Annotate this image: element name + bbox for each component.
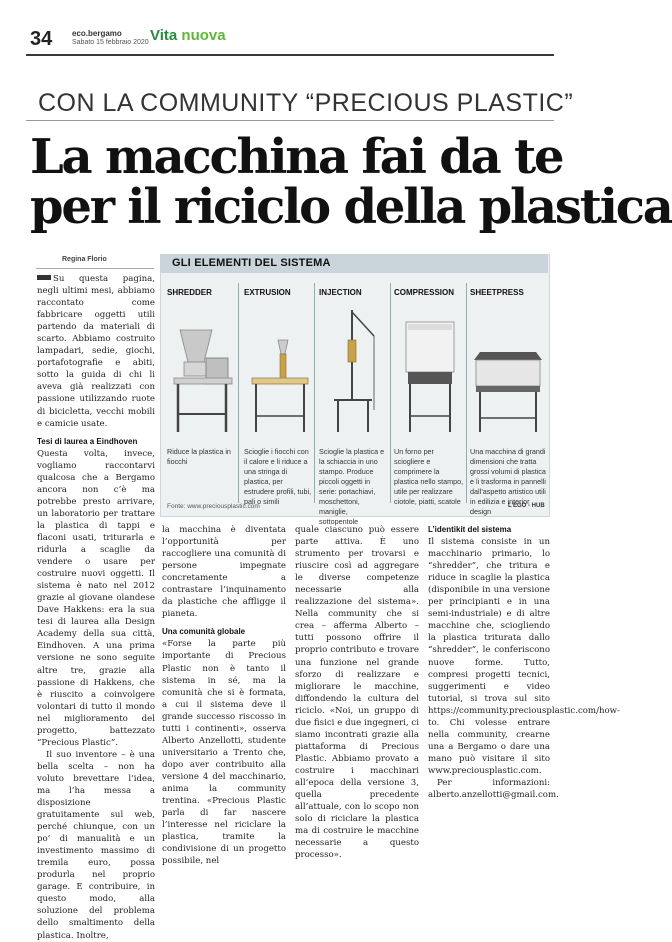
header-rule (26, 54, 554, 56)
headline-line-2: per il riciclo della plastica (30, 179, 672, 235)
shredder-machine-illustration (166, 300, 236, 440)
kicker-rule (26, 120, 554, 121)
injection-machine-illustration (318, 300, 388, 440)
section-title (150, 27, 226, 44)
panel-desc-compression: Un forno per sciogliere e comprimere la plastica nello stampo, utile per realizzare ciotole, piatti, scatole (394, 447, 464, 506)
panel-title-extrusion: EXTRUSION (244, 288, 291, 297)
panel-desc-extrusion: Scioglie i fiocchi con il calore e li riduce a una stringa di plastica, per estrudere profili, tubi, pali o simili (244, 447, 312, 506)
text-column-4 (428, 524, 620, 801)
text-column-1 (37, 273, 155, 942)
section-word-1: Vita (150, 27, 178, 44)
lead-paragraph: Su questa pagina, negli ultimi mesi, abbiamo raccontato come fabbricare oggetti utili partendo da materiali di scarto. Abbiamo costruito lampadari, sedie, giochi, portafotografie e abiti, sotto la guida di chi li aveva già realizzati con passione utilizzando ruote di bicicletta, vecchi mobili e camicie usate. (37, 274, 155, 429)
panel-divider (390, 283, 391, 503)
subhead-identikit: L’identikit del sistema (428, 525, 512, 534)
publication-name: eco.bergamo (72, 29, 122, 38)
byline-rule (36, 268, 154, 269)
publication-date: Sabato 15 febbraio 2020 (72, 39, 149, 46)
panel-title-shredder: SHREDDER (167, 288, 212, 297)
byline: Regina Florio (62, 256, 107, 263)
panel-desc-sheetpress: Una macchina di grandi dimensioni che tratta grossi volumi di plastica e li trasforma in pannelli dall’aspetto artistico utili in edilizia e interior design (470, 447, 546, 516)
paragraph: Questa volta, invece, vogliamo raccontarvi qualcosa che a Bergamo ancora non c’è ma potrebbe presto arrivare, un laboratorio per trattare la plastica di tappi e flaconi usati, triturarla e ridurla a scaglie da vendere o usare per costruire nuovi oggetti. Il sistema è nato nel 2012 grazie al giovane olandese Dave Hakkens: era la sua tesi di laurea alla Design Academy della sua città, Eindhoven. A una prima versione ne sono seguite altre tre, grazie alla passione di Hakkens, che è riuscito a coinvolgere volontari di tutto il mondo nel miglioramento del progetto, battezzato “Precious Plastic”. (37, 448, 155, 748)
paragraph: «Forse la parte più importante di Precious Plastic non è tanto il sistema in sé, ma la comunità che si è formata, a cui il sistema deve il grande successo riscosso in tutti i continenti», osserva Alberto Anzellotti, studente universitario a Trento che, dopo aver contribuito alla versione 4 del macchinario, anima la community trentina. «Precious Plastic parla di far nascere l’interesse nel riciclare la plastica, tramite la condivisione di un progetto possibile, nel (162, 639, 286, 867)
extrusion-machine-illustration (242, 300, 312, 440)
panel-divider (466, 283, 467, 503)
panel-title-compression: COMPRESSION (394, 288, 455, 297)
article-kicker: CON LA COMMUNITY “PRECIOUS PLASTIC” (38, 89, 574, 117)
panel-desc-shredder: Riduce la plastica in fiocchi (167, 447, 231, 466)
panel-title-sheetpress: SHEETPRESS (470, 288, 524, 297)
panel-divider (314, 283, 315, 503)
subhead-tesi: Tesi di laurea a Eindhoven (37, 436, 138, 446)
paragraph: la macchina è diventata l’opportunità per raccogliere una comunità di persone impegnate concretamente a contrastare l’inquinamento da plastiche che affligge il pianeta. (162, 525, 286, 620)
subhead-comunita: Una comunità globale (162, 627, 246, 637)
panel-desc-injection: Scioglie la plastica e la schiaccia in uno stampo. Produce piccoli oggetti in serie: portachiavi, moschettoni, maniglie, sottopentole (319, 447, 385, 526)
text-column-3 (295, 524, 419, 861)
panel-title-injection: INJECTION (319, 288, 362, 297)
sheetpress-machine-illustration (470, 300, 546, 440)
paragraph: Il suo inventore – è una bella scelta – non ha voluto brevettare l’idea, ma l’ha messa a disposizione gratuitamente sul web, perché chiunque, con un po’ di manualità e un investimento massimo di tremila euro, possa produrla nel proprio garage. E contribuire, in questo modo, alla soluzione del problema dello smaltimento della plastica. Inoltre, (37, 749, 155, 941)
paragraph: Il sistema consiste in un macchinario primario, lo “shredder”, che tritura e riduce in scaglie la plastica (disponibile in una versione per principianti e in una semi-industriale) e di altre macchine che, sciogliendo la plastica triturata dallo “shredder”, le conferiscono nuove forme. Tutto, compresi progetti tecnici, suggerimenti e video tutorial, si trova sul sito https://community.preciousplastic.com/how-to. Chi volesse entrare nella community, crearne una a Bergamo o dare una mano può visitare il sito www.preciousplastic.com. (428, 537, 620, 776)
contact-paragraph: Per informazioni: alberto.anzellotti@gmail.com. (428, 777, 559, 801)
compression-machine-illustration (394, 300, 464, 440)
lead-square-icon (37, 275, 51, 280)
infographic-credit: L’EGO - HUB (508, 503, 545, 509)
text-column-2 (162, 524, 286, 867)
infographic-source: Fonte: www.preciousplastic.com (167, 503, 260, 510)
paragraph: quale ciascuno può essere parte attiva. È uno strumento per trovarsi e riuscire così ad aggregare le diverse competenze necessarie alla realizzazione del sistema». Nella community che si crea – afferma Alberto – tutti possono offrire il proprio contributo e trovare una funzione nel grande sforzo di realizzare e migliorare le macchine, diffondendo la cultura del riciclo. «Noi, un gruppo di due fisici e due ingegneri, ci siamo incontrati grazie alla piattaforma di Precious Plastic. Abbiamo provato a costruire i macchinari all’epoca della versione 3, quella precedente all’attuale, con lo scopo non solo di riciclare la plastica ma di costruire le macchine necessarie a questo processo». (295, 525, 419, 861)
headline-line-1: La macchina fai da te (30, 129, 563, 185)
section-word-2: nuova (181, 27, 226, 44)
page-number: 34 (30, 28, 53, 50)
infographic-title: GLI ELEMENTI DEL SISTEMA (172, 257, 331, 269)
panel-divider (238, 283, 239, 503)
